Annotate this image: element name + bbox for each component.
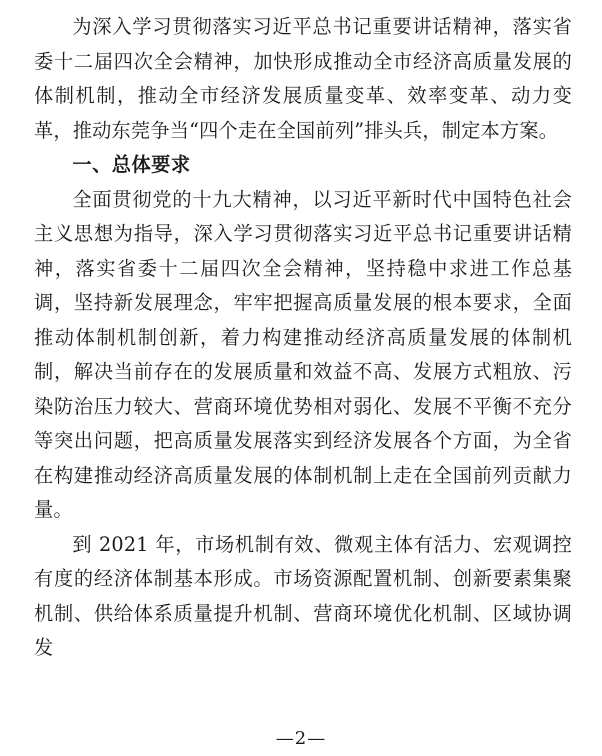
page-number: —2— — [275, 728, 327, 749]
page-footer — [0, 728, 602, 750]
document-body — [34, 10, 572, 666]
paragraph: 全面贯彻党的十九大精神，以习近平新时代中国特色社会主义思想为指导，深入学习贯彻落实习近平总书记重要讲话精神，落实省委十二届四次全会精神，坚持稳中求进工作总基调，坚持新发展理念，牢牢把握高质量发展的根本要求，全面推动体制机制创新，着力构建推动经济高质量发展的体制机制，解决当前存在的发展质量和效益不高、发展方式粗放、污染防治压力较大、营商环境优势相对弱化、发展不平衡不充分等突出问题，把高质量发展落实到经济发展各个方面，为全省在构建推动经济高质量发展的体制机制上走在全国前列贡献力量。 — [34, 187, 572, 521]
section-heading: 一、总体要求 — [72, 153, 191, 176]
paragraph: 为深入学习贯彻落实习近平总书记重要讲话精神，落实省委十二届四次全会精神，加快形成推动全市经济高质量发展的体制机制，推动全市经济发展质量变革、效率变革、动力变革，推动东莞争当“四个走在全国前列”排头兵，制定本方案。 — [34, 15, 572, 142]
paragraph: 到 2021 年，市场机制有效、微观主体有活力、宏观调控有度的经济体制基本形成。市场资源配置机制、创新要素集聚机制、供给体系质量提升机制、营商环境优化机制、区域协调发 — [34, 532, 572, 659]
